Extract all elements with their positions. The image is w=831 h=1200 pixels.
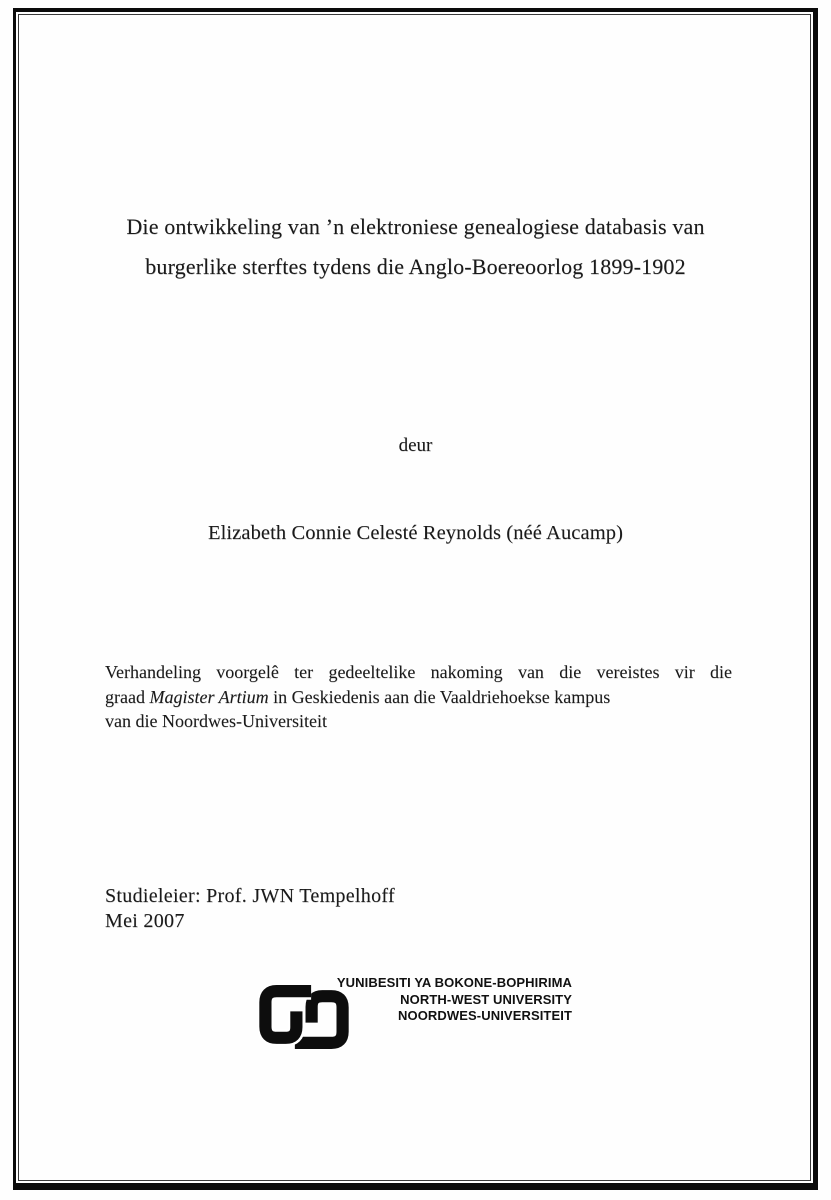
statement-line-2-pre: graad: [105, 686, 150, 707]
degree-name-italic: Magister Artium: [149, 686, 269, 707]
supervisor-block: [105, 884, 395, 934]
logo-line-english: NORTH-WEST UNIVERSITY: [400, 991, 572, 1007]
statement-line-1: Verhandeling voorgelê ter gedeeltelike nakoming van die vereistes vir die: [105, 662, 732, 682]
logo-line-afrikaans: NOORDWES-UNIVERSITEIT: [398, 1008, 572, 1023]
byline-label: deur: [398, 435, 433, 456]
logo-text-block: [316, 975, 572, 1025]
supervisor-line: Studieleier: Prof. JWN Tempelhoff: [105, 885, 395, 907]
statement-line-3: van die Noordwes-Universiteit: [105, 711, 327, 732]
logo-line-setswana: YUNIBESITI YA BOKONE-BOPHIRIMA: [336, 975, 572, 990]
thesis-title-line-2: burgerlike sterftes tydens die Anglo-Boereoorlog 1899-1902: [145, 254, 686, 279]
statement-line-2-post: in Geskiedenis aan die Vaaldriehoekse kampus: [268, 686, 611, 707]
date-line: Mei 2007: [105, 910, 185, 932]
university-logo: [256, 973, 576, 1058]
thesis-title-line-1: Die ontwikkeling van ’n elektroniese genealogiese databasis van: [126, 214, 705, 239]
author-name: Elizabeth Connie Celesté Reynolds (néé Aucamp): [207, 522, 624, 544]
statement-line-2: [105, 685, 732, 710]
thesis-title: [0, 207, 831, 287]
submission-statement: [105, 660, 732, 734]
